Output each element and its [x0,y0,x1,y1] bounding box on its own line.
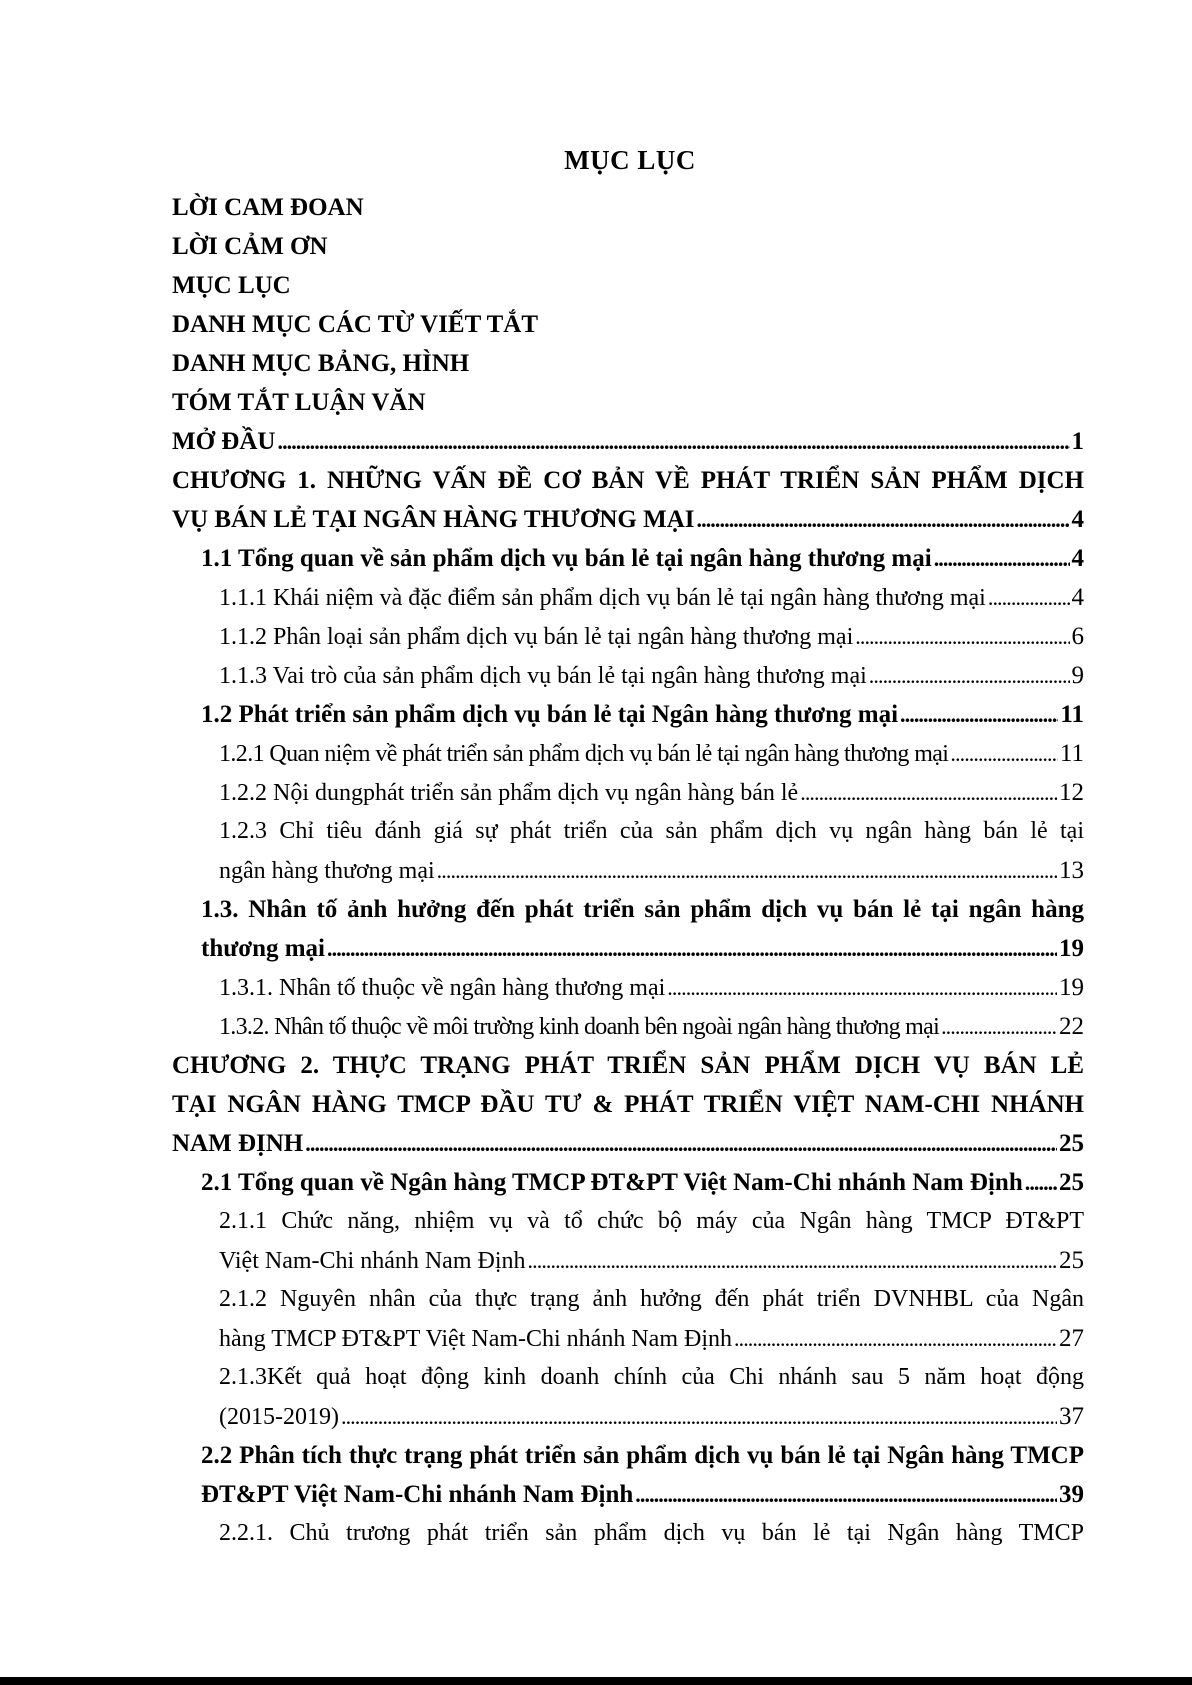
toc-entry-label: 1.2.3 Chỉ tiêu đánh giá sự phát triển của sản phẩm dịch vụ ngân hàng bán lẻ tại [219,818,1084,844]
toc-entry-2-1[interactable] [172,1163,1084,1202]
toc-entry-1-1[interactable] [172,539,1084,578]
toc-entry-2-1-3[interactable] [172,1358,1084,1397]
toc-entry-2-1-3-cont[interactable] [172,1397,1084,1436]
toc-entry-chapter-2-cont[interactable] [172,1085,1084,1124]
toc-entry-label: 1.3. Nhân tố ảnh hưởng đến phát triển sản phẩm dịch vụ bán lẻ tại ngân hàng [201,896,1084,923]
toc-entry-label: 1.2.1 Quan niệm về phát triển sản phẩm dịch vụ bán lẻ tại ngân hàng thương mại [219,741,949,767]
toc-entry-2-2-cont[interactable] [172,1475,1084,1514]
dot-leader [1025,1163,1057,1202]
toc-entry-label: MỤC LỤC [172,272,291,299]
dot-leader [341,1397,1057,1436]
toc-entry-1-3-2[interactable] [172,1007,1084,1046]
dot-leader [941,1007,1057,1046]
toc-entry-1-2-1[interactable] [172,734,1084,773]
dot-leader [934,539,1070,578]
page-number: 37 [1059,1403,1084,1430]
toc-entry-chapter-2-end[interactable] [172,1124,1084,1163]
dot-leader [988,578,1070,617]
page-title: MỤC LỤC [564,145,696,175]
table-of-contents [172,188,1084,1553]
dot-leader [528,1241,1057,1280]
toc-entry-label: 1.2.2 Nội dungphát triển sản phẩm dịch vụ ngân hàng bán lẻ [219,780,799,806]
dot-leader [437,851,1057,890]
toc-entry-mo-dau[interactable] [172,422,1084,461]
toc-entry-1-1-1[interactable] [172,578,1084,617]
toc-entry-1-2-2[interactable] [172,773,1084,812]
page-number: 19 [1059,974,1084,1001]
toc-entry-label: 2.2.1. Chủ trương phát triển sản phẩm dịch vụ bán lẻ tại Ngân hàng TMCP [219,1520,1084,1546]
toc-entry-label: VỤ BÁN LẺ TẠI NGÂN HÀNG THƯƠNG MẠI [172,506,695,533]
toc-entry-label: NAM ĐỊNH [172,1130,304,1157]
page-number: 4 [1071,545,1084,572]
dot-leader [305,1124,1057,1163]
toc-entry-label: thương mại [201,935,325,962]
toc-entry-label: 2.2 Phân tích thực trạng phát triển sản phẩm dịch vụ bán lẻ tại Ngân hàng TMCP [201,1442,1084,1469]
dot-leader [635,1475,1057,1514]
page-number: 27 [1059,1325,1084,1352]
page-number: 4 [1071,584,1084,611]
toc-entry-2-2[interactable] [172,1436,1084,1475]
toc-entry-1-2[interactable] [172,695,1084,734]
dot-leader [855,617,1069,656]
toc-entry-2-1-1-cont[interactable] [172,1241,1084,1280]
toc-entry-chapter-1-cont[interactable] [172,500,1084,539]
toc-entry-chapter-2[interactable] [172,1046,1084,1085]
page-number: 4 [1071,506,1084,533]
dot-leader [667,968,1057,1007]
toc-entry-label: LỜI CAM ĐOAN [172,194,364,221]
toc-entry-label: MỞ ĐẦU [172,428,276,455]
dot-leader [277,422,1069,461]
page-number: 39 [1059,1481,1084,1508]
dot-leader [697,500,1070,539]
dot-leader [900,695,1058,734]
page-bottom-border [0,1677,1192,1685]
page-number: 11 [1059,740,1084,767]
dot-leader [869,656,1070,695]
toc-entry-label: CHƯƠNG 2. THỰC TRẠNG PHÁT TRIỂN SẢN PHẨM DỊCH VỤ BÁN LẺ [172,1052,1084,1079]
dot-leader [800,773,1057,812]
page-number: 19 [1059,935,1084,962]
toc-entry-1-1-2[interactable] [172,617,1084,656]
page-number: 25 [1059,1130,1084,1157]
toc-entry-label: ngân hàng thương mại [219,858,435,884]
toc-entry-2-1-1[interactable] [172,1202,1084,1241]
page-number: 25 [1059,1169,1084,1196]
toc-entry-2-1-2-cont[interactable] [172,1319,1084,1358]
toc-entry-1-3[interactable] [172,890,1084,929]
toc-entry-label: 2.1.2 Nguyên nhân của thực trạng ảnh hưởng đến phát triển DVNHBL của Ngân [219,1286,1084,1312]
page-number: 12 [1059,779,1084,806]
toc-entry-loi-cam-on[interactable] [172,227,1084,266]
toc-entry-label: 2.1.3Kết quả hoạt động kinh doanh chính của Chi nhánh sau 5 năm hoạt động [219,1364,1084,1390]
dot-leader [950,734,1058,773]
toc-entry-label: TÓM TẮT LUẬN VĂN [172,389,426,416]
toc-entry-2-1-2[interactable] [172,1280,1084,1319]
toc-entry-label: 1.3.2. Nhân tố thuộc về môi trường kinh doanh bên ngoài ngân hàng thương mại [219,1014,940,1040]
toc-entry-label: 1.1.3 Vai trò của sản phẩm dịch vụ bán lẻ tại ngân hàng thương mại [219,663,867,689]
toc-entry-label: 2.1.1 Chức năng, nhiệm vụ và tổ chức bộ máy của Ngân hàng TMCP ĐT&PT [219,1208,1084,1234]
page-number: 9 [1071,662,1084,689]
toc-entry-label: 2.1 Tổng quan về Ngân hàng TMCP ĐT&PT Việt Nam-Chi nhánh Nam Định [201,1169,1023,1196]
page-number: 11 [1060,701,1084,728]
page-number: 25 [1059,1247,1084,1274]
toc-entry-label: ĐT&PT Việt Nam-Chi nhánh Nam Định [201,1481,634,1508]
toc-entry-label: LỜI CẢM ƠN [172,233,328,260]
toc-entry-1-3-cont[interactable] [172,929,1084,968]
toc-entry-loi-cam-doan[interactable] [172,188,1084,227]
toc-entry-label: (2015-2019) [219,1404,339,1430]
toc-entry-label: DANH MỤC CÁC TỪ VIẾT TẮT [172,311,539,338]
toc-entry-label: Việt Nam-Chi nhánh Nam Định [219,1248,526,1274]
toc-entry-summary[interactable] [172,383,1084,422]
toc-entry-label: 1.3.1. Nhân tố thuộc về ngân hàng thương mại [219,975,666,1001]
toc-entry-1-2-3[interactable] [172,812,1084,851]
toc-entry-2-2-1[interactable] [172,1514,1084,1553]
toc-entry-label: CHƯƠNG 1. NHỮNG VẤN ĐỀ CƠ BẢN VỀ PHÁT TRIỂN SẢN PHẨM DỊCH [172,467,1084,494]
toc-entry-label: 1.1.1 Khái niệm và đặc điểm sản phẩm dịch vụ bán lẻ tại ngân hàng thương mại [219,585,986,611]
toc-entry-tables-figures[interactable] [172,344,1084,383]
toc-entry-chapter-1[interactable] [172,461,1084,500]
page-number: 22 [1059,1013,1084,1040]
dot-leader [734,1319,1057,1358]
toc-entry-1-1-3[interactable] [172,656,1084,695]
toc-entry-label: 1.1 Tổng quan về sản phẩm dịch vụ bán lẻ tại ngân hàng thương mại [201,545,932,572]
page-number: 6 [1071,623,1084,650]
dot-leader [327,929,1057,968]
toc-entry-label: hàng TMCP ĐT&PT Việt Nam-Chi nhánh Nam Định [219,1326,732,1352]
toc-entry-abbreviations[interactable] [172,305,1084,344]
toc-entry-label: DANH MỤC BẢNG, HÌNH [172,350,470,377]
toc-entry-1-2-3-cont[interactable] [172,851,1084,890]
toc-entry-label: 1.1.2 Phân loại sản phẩm dịch vụ bán lẻ tại ngân hàng thương mại [219,624,854,650]
page-number: 1 [1071,428,1084,455]
toc-entry-label: TẠI NGÂN HÀNG TMCP ĐẦU TƯ & PHÁT TRIỂN VIỆT NAM-CHI NHÁNH [172,1091,1084,1118]
page-number: 13 [1059,857,1084,884]
toc-entry-1-3-1[interactable] [172,968,1084,1007]
toc-entry-muc-luc[interactable] [172,266,1084,305]
toc-entry-label: 1.2 Phát triển sản phẩm dịch vụ bán lẻ tại Ngân hàng thương mại [201,701,899,728]
